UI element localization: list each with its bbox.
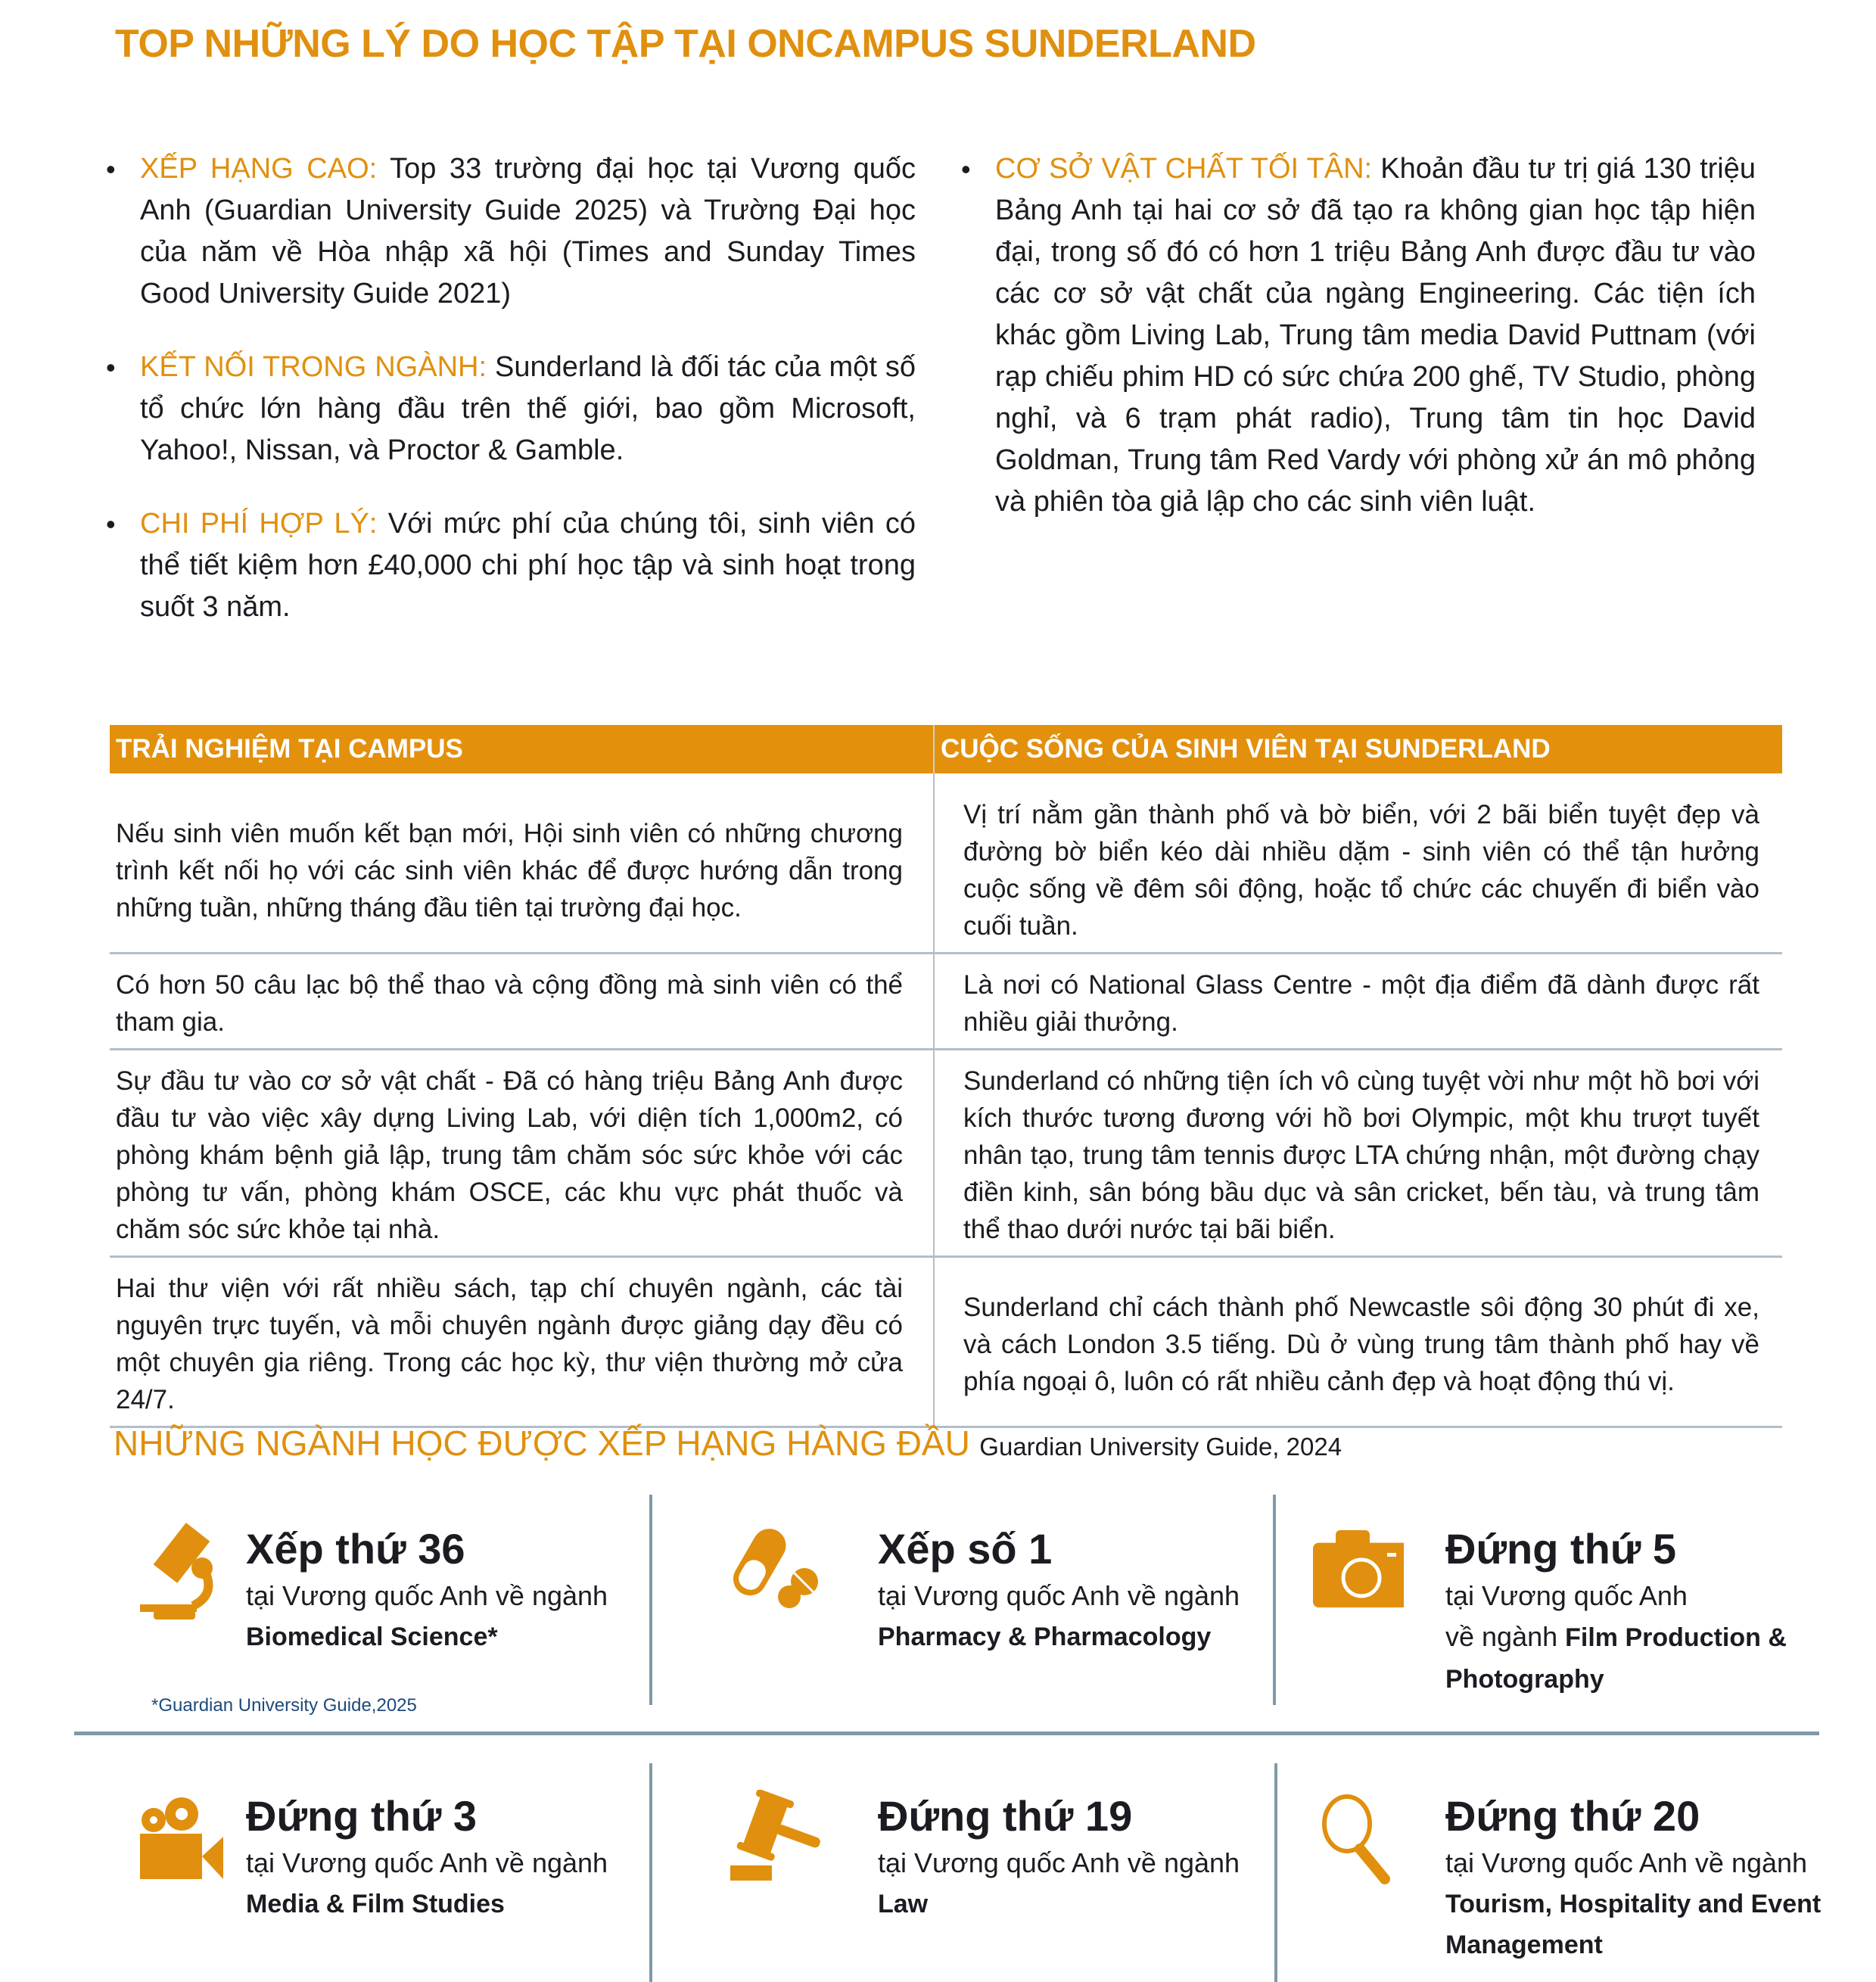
ranking-desc: tại Vương quốc Anh về ngành (1445, 1847, 1808, 1878)
reason-text: Top 33 trường đại học tại Vương quốc Anh (Guardian University Guide 2025) và Trường Đại học của năm về Hòa nhập xã hội (Times and Sunday Times Good University Guide 2021) (140, 153, 916, 310)
reasons-right-column (961, 148, 1756, 555)
table-row (110, 954, 1782, 1050)
reason-item (106, 148, 916, 315)
rankings-heading (114, 1423, 1342, 1464)
ranking-text (246, 1790, 670, 1924)
table-row (110, 1257, 1782, 1427)
pills-icon (730, 1523, 821, 1621)
header-student-life: CUỘC SỐNG CỦA SINH VIÊN TẠI SUNDERLAND (934, 725, 1782, 773)
ranking-text (1445, 1523, 1869, 1700)
reason-label: KẾT NỐI TRONG NGÀNH: (140, 351, 487, 383)
table-row (110, 1050, 1782, 1257)
magnifier-icon (1313, 1790, 1404, 1888)
reason-item (106, 347, 916, 471)
ranking-place: Đứng thứ 5 (1445, 1525, 1677, 1573)
header-campus-experience: TRẢI NGHIỆM TẠI CAMPUS (110, 725, 934, 773)
ranking-subject-line (1445, 1616, 1869, 1700)
reason-text: Với mức phí của chúng tôi, sinh viên có thể tiết kiệm hơn £40,000 chi phí học tập và sinh hoạt trong suốt 3 năm. (140, 508, 916, 623)
table-cell: Có hơn 50 câu lạc bộ thể thao và cộng đồng mà sinh viên có thể tham gia. (110, 954, 934, 1050)
reason-item (106, 503, 916, 628)
ranking-text (246, 1523, 670, 1657)
table-cell: Sự đầu tư vào cơ sở vật chất - Đã có hàng triệu Bảng Anh được đầu tư vào việc xây dựng Living Lab, với diện tích 1,000m2, có phòng khám bệnh giả lập, trung tâm chăm sóc sức khỏe với các phòng tư vấn, phòng khám OSCE, các khu vực phát thuốc và chăm sóc sức khỏe tại nhà. (110, 1050, 934, 1257)
rankings-title: NHỮNG NGÀNH HỌC ĐƯỢC XẾP HẠNG HÀNG ĐẦU (114, 1423, 970, 1463)
table-row (110, 773, 1782, 954)
ranking-subject: Biomedical Science* (246, 1623, 498, 1651)
ranking-desc: tại Vương quốc Anh về ngành (246, 1847, 608, 1878)
reason-text: Sunderland là đối tác của một số tổ chức lớn hàng đầu trên thế giới, bao gồm Microsoft, Yahoo!, Nissan, và Proctor & Gamble. (140, 351, 916, 466)
ranking-subject: Pharmacy & Pharmacology (878, 1623, 1212, 1651)
ranking-text (878, 1523, 1302, 1657)
ranking-place: Xếp số 1 (878, 1525, 1053, 1573)
bullet-icon: • (106, 352, 116, 383)
footnote: *Guardian University Guide,2025 (151, 1695, 417, 1716)
table-cell: Vị trí nằm gần thành phố và bờ biển, với 2 bãi biển tuyệt đẹp và đường bờ biển kéo dài nhiều dặm - sinh viên có thể tận hưởng cuộc sống về đêm sôi động, hoặc tổ chức các chuyến đi biển vào cuối tuần. (934, 773, 1782, 954)
ranking-subject: Media & Film Studies (246, 1890, 505, 1918)
microscope-icon (140, 1523, 231, 1621)
ranking-desc: tại Vương quốc Anh về ngành (878, 1847, 1240, 1878)
reason-label: CHI PHÍ HỢP LÝ: (140, 508, 378, 540)
ranking-place: Đứng thứ 3 (246, 1792, 478, 1840)
ranking-place: Xếp thứ 36 (246, 1525, 465, 1573)
ranking-desc: tại Vương quốc Anh về ngành (246, 1580, 608, 1611)
ranking-desc: tại Vương quốc Anh (1445, 1580, 1688, 1611)
ranking-subject: Film Production & Photography (1445, 1623, 1787, 1694)
page-title: TOP NHỮNG LÝ DO HỌC TẬP TẠI ONCAMPUS SUNDERLAND (115, 22, 1256, 66)
table-cell: Nếu sinh viên muốn kết bạn mới, Hội sinh viên có những chương trình kết nối họ với các sinh viên khác để được hướng dẫn trong những tuần, những tháng đầu tiên tại trường đại học. (110, 773, 934, 954)
table-cell: Hai thư viện với rất nhiều sách, tạp chí chuyên ngành, các tài nguyên trực tuyến, và mỗi chuyên ngành được giảng dạy đều có một chuyên gia riêng. Trong các học kỳ, thư viện thường mở cửa 24/7. (110, 1257, 934, 1427)
bullet-icon: • (106, 509, 116, 540)
reason-label: CƠ SỞ VẬT CHẤT TỐI TÂN: (995, 153, 1373, 185)
ranking-subject: Tourism, Hospitality and Event Management (1445, 1890, 1822, 1959)
ranking-prefix: về ngành (1445, 1621, 1566, 1652)
reason-item (961, 148, 1756, 523)
divider (74, 1732, 1819, 1735)
table-cell: Sunderland chỉ cách thành phố Newcastle sôi động 30 phút đi xe, và cách London 3.5 tiếng. Dù ở vùng trung tâm thành phố hay về phía ngoại ô, luôn có rất nhiều cảnh đẹp và hoạt động thú vị. (934, 1257, 1782, 1427)
rankings-source: Guardian University Guide, 2024 (979, 1433, 1342, 1461)
gavel-icon (730, 1790, 821, 1888)
table-cell: Là nơi có National Glass Centre - một địa điểm đã dành được rất nhiều giải thưởng. (934, 954, 1782, 1050)
film-camera-icon (140, 1790, 231, 1888)
ranking-desc: tại Vương quốc Anh về ngành (878, 1580, 1240, 1611)
ranking-text (878, 1790, 1302, 1924)
reason-text: Khoản đầu tư trị giá 130 triệu Bảng Anh tại hai cơ sở đã tạo ra không gian học tập hiện đại, trong số đó có hơn 1 triệu Bảng Anh được đầu tư vào các cơ sở vật chất của ngàng Engineering. Các tiện ích khác gồm Living Lab, Trung tâm media David Puttnam (với rạp chiếu phim HD có sức chứa 200 ghế, TV Studio, phòng nghỉ, và 6 trạm phát radio), Trung tâm tin học David Goldman, Trung tâm Red Vardy với phòng xử án mô phỏng và phiên tòa giả lập cho các sinh viên luật. (995, 153, 1756, 518)
reasons-left-column (106, 148, 916, 660)
ranking-place: Đứng thứ 20 (1445, 1792, 1700, 1840)
ranking-subject: Law (878, 1890, 929, 1918)
table-cell: Sunderland có những tiện ích vô cùng tuyệt vời như một hồ bơi với kích thước tương đương với hồ bơi Olympic, một khu trượt tuyết nhân tạo, trung tâm tennis được LTA chứng nhận, một đường chạy điền kinh, sân bóng bầu dục và sân cricket, bến tàu, và trung tâm thể thao dưới nước tại bãi biển. (934, 1050, 1782, 1257)
table-header-row (110, 725, 1782, 773)
ranking-text (1445, 1790, 1839, 1965)
bullet-icon: • (961, 154, 971, 185)
camera-icon (1313, 1523, 1404, 1621)
bullet-icon: • (106, 154, 116, 185)
ranking-place: Đứng thứ 19 (878, 1792, 1133, 1840)
reason-label: XẾP HẠNG CAO: (140, 153, 378, 185)
experience-table (110, 725, 1782, 1428)
